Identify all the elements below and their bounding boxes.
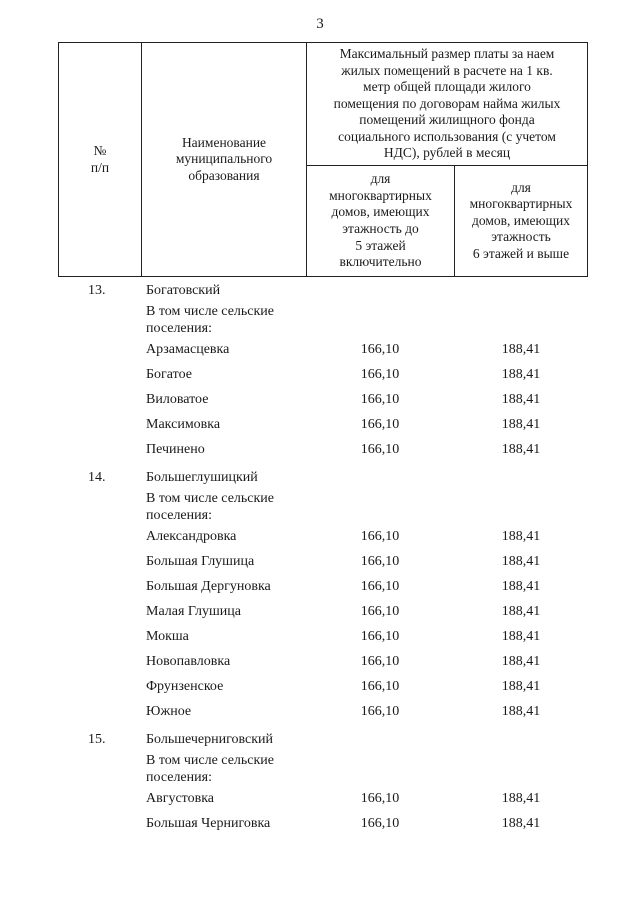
rate-upto-5-floors: 166,10 [360,604,400,619]
settlement-name: Новопавловка [146,654,231,669]
header-value1-cell: для многоквартирных домов, имеющих этажность до 5 этажей включительно [329,171,432,270]
settlement-row [0,629,640,654]
district-number: 15. [88,732,106,747]
header-group-cell: Максимальный размер платы за наем жилых помещений в расчете на 1 кв. метр общей площади жилого помещения по договорам найма жилых помещений жилищного фонда социального использования (с учетом НДС), рублей в месяц [333,45,561,161]
rate-6-plus-floors: 188,41 [501,417,541,432]
rate-6-plus-floors: 188,41 [501,604,541,619]
subheading-row [0,304,640,340]
settlement-row [0,816,640,841]
settlement-row [0,529,640,554]
subheading-text: В том числе сельские поселения: [146,304,275,336]
rate-6-plus-floors: 188,41 [501,579,541,594]
rate-upto-5-floors: 166,10 [360,367,400,382]
rate-6-plus-floors: 188,41 [501,392,541,407]
subheading-text: В том числе сельские поселения: [146,491,275,523]
rate-upto-5-floors: 166,10 [360,529,400,544]
rate-upto-5-floors: 166,10 [360,392,400,407]
settlement-name: Виловатое [146,392,209,407]
rate-6-plus-floors: 188,41 [501,442,541,457]
district-name: Большеглушицкий [146,470,258,485]
settlement-name: Большая Дергуновка [146,579,271,594]
page-number: 3 [316,16,324,32]
rate-6-plus-floors: 188,41 [501,704,541,719]
settlement-name: Южное [146,704,192,719]
settlement-row [0,367,640,392]
rate-6-plus-floors: 188,41 [501,367,541,382]
rate-6-plus-floors: 188,41 [501,654,541,669]
header-name-cell: Наименование муниципального образования [175,134,273,183]
settlement-row [0,604,640,629]
settlement-name: Большая Глушица [146,554,255,569]
rate-upto-5-floors: 166,10 [360,816,400,831]
settlement-name: Арзамасцевка [146,342,230,357]
settlement-name: Августовка [146,791,215,806]
settlement-name: Большая Черниговка [146,816,271,831]
settlement-row [0,442,640,467]
rate-upto-5-floors: 166,10 [360,579,400,594]
settlement-row [0,554,640,579]
settlement-name: Фрунзенское [146,679,224,694]
rate-upto-5-floors: 166,10 [360,679,400,694]
settlement-row [0,679,640,704]
rate-6-plus-floors: 188,41 [501,342,541,357]
rate-6-plus-floors: 188,41 [501,791,541,806]
district-number: 14. [88,470,106,485]
rate-upto-5-floors: 166,10 [360,417,400,432]
subheading-text: В том числе сельские поселения: [146,753,275,785]
rate-upto-5-floors: 166,10 [360,554,400,569]
rate-upto-5-floors: 166,10 [360,629,400,644]
header-bottom-border [58,276,588,277]
settlement-name: Максимовка [146,417,221,432]
rate-upto-5-floors: 166,10 [360,654,400,669]
rate-6-plus-floors: 188,41 [501,554,541,569]
subheading-row [0,491,640,527]
district-name: Богатовский [146,283,221,298]
settlement-name: Печинено [146,442,205,457]
settlement-name: Александровка [146,529,237,544]
settlement-row [0,579,640,604]
settlement-row [0,392,640,417]
rate-upto-5-floors: 166,10 [360,791,400,806]
subheading-row [0,753,640,789]
rate-6-plus-floors: 188,41 [501,816,541,831]
settlement-name: Малая Глушица [146,604,241,619]
settlement-row [0,654,640,679]
rate-6-plus-floors: 188,41 [501,529,541,544]
rate-upto-5-floors: 166,10 [360,442,400,457]
settlement-name: Мокша [146,629,189,644]
settlement-name: Богатое [146,367,192,382]
settlement-row [0,791,640,816]
rate-6-plus-floors: 188,41 [501,679,541,694]
rate-upto-5-floors: 166,10 [360,704,400,719]
header-value2-cell: для многоквартирных домов, имеющих этажность 6 этажей и выше [469,179,573,261]
district-number: 13. [88,283,106,298]
district-name: Большечерниговский [146,732,274,747]
settlement-row [0,342,640,367]
header-number-cell: № п/п [90,142,110,175]
settlement-row [0,704,640,729]
rate-upto-5-floors: 166,10 [360,342,400,357]
settlement-row [0,417,640,442]
rate-6-plus-floors: 188,41 [501,629,541,644]
header-right-border [587,42,588,277]
